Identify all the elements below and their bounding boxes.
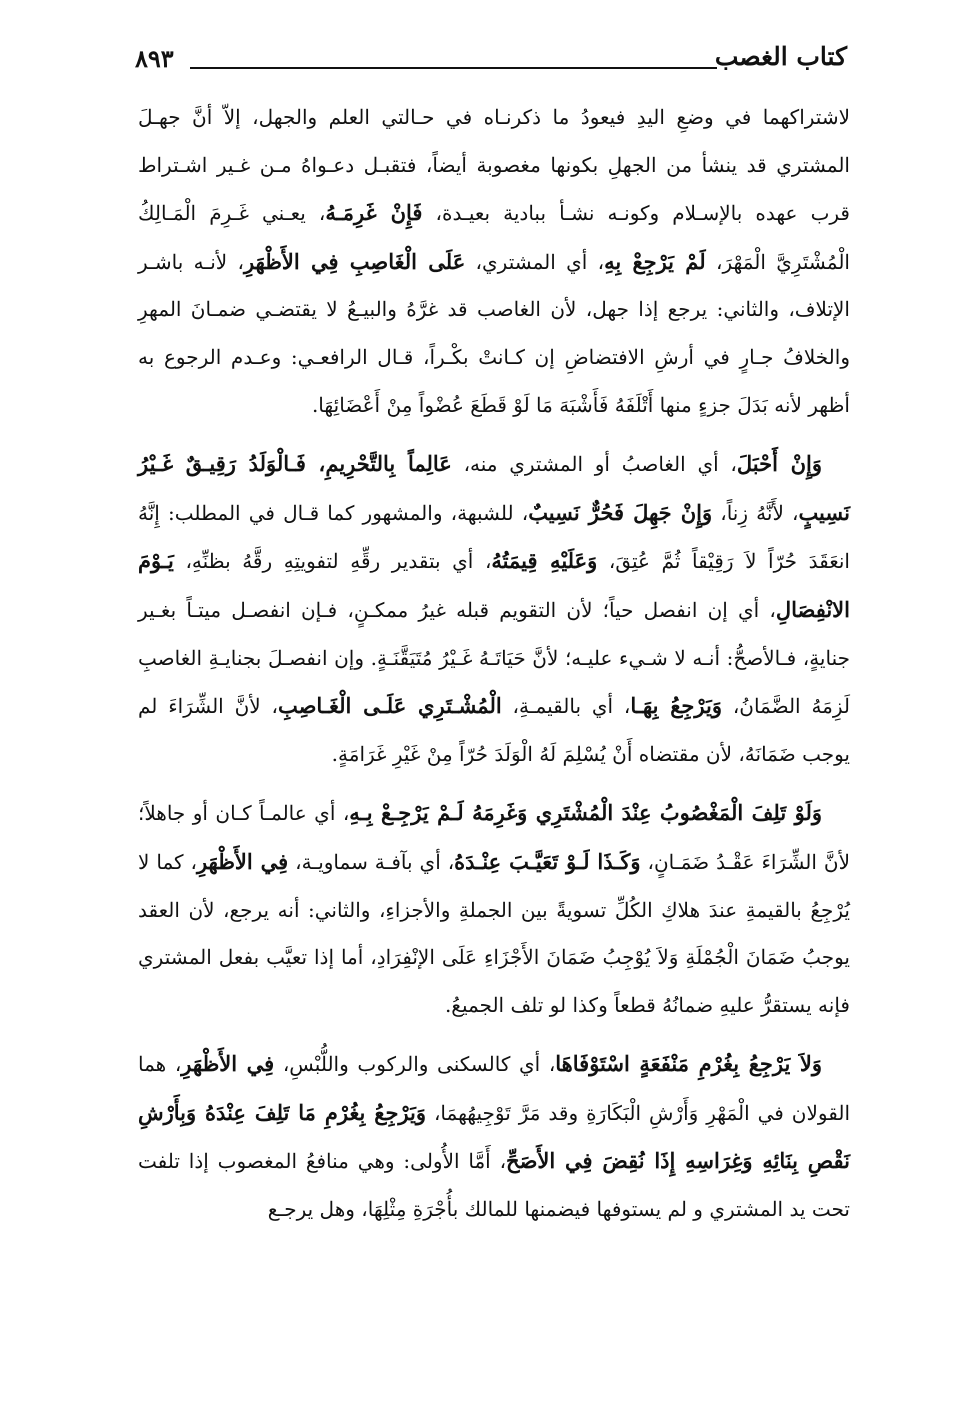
sharh-text: ، أي إن انفصل حياً؛ لأن التقويم قبله غيرُ ممكـنٍ، فـإن انفصـل ميتـاً بغـير جنايةٍ، فـالأصحُّ: أنـه لا شـيء عليـه؛ لأنَّ حَيَاتَـهُ غَـيْرُ مُتَيَقَّنَـةٍ. وإن انفصـلَ بجنايـةِ الغاصبِ لَزِمَهُ الضَّمَانُ،: [138, 597, 851, 719]
matn-text: وَيَرْجِعُ بِهَـا: [630, 693, 722, 719]
paragraph: [138, 1040, 850, 1233]
sharh-text: ، أي بتقدير رقِّهِ لتفويتِهِ رقَّهُ بظنِّهِ،: [173, 549, 492, 574]
matn-text: فِي الأَظْهَرِ: [181, 1051, 275, 1077]
matn-text: عَالِماً بِالتَّحْرِيمِ، فَـالْوَلَدُ رَقِيـقٌ غَـيْرُ نَسِيبٍ: [138, 451, 850, 525]
sharh-text: ، أَمَّا الأُولى: وهي منافعُ المغصوب إذا تلفت تحت يد المشتري و لم يستوفها فيضمنها للمالك بأُجْرَةِ مِثْلِهَا، وهل يرجـع: [138, 1149, 850, 1222]
matn-text: لَمْ يَرْجِعْ بِهِ: [604, 248, 706, 274]
sharh-text: ، هما القولان في الْمَهْرِ وَأَرْشِ الْبَكَارَةِ وقد مَرَّ تَوْجِيهُهمَا،: [138, 1052, 850, 1125]
sharh-text: ، أي بالقيمـةِ،: [501, 694, 631, 719]
matn-text: الْمُشْـتَرِي عَلَـى الْغَـاصِبِ: [277, 693, 502, 719]
sharh-text: ، يعـني غَـرِمَ الْمَـالِكُ: [138, 201, 326, 226]
sharh-text: ، لأَنَّهُ زِناً،: [712, 500, 799, 525]
sharh-text: ، أي المشتري،: [465, 249, 605, 274]
sharh-text: ، أي عالمـاً كـان أو جاهلاً؛ لأنَّ الشِّرَاءَ عَقْـدُ ضَمَـانٍ،: [138, 801, 850, 874]
matn-text: وَإِنْ أَحْبَلَ: [736, 451, 823, 477]
main-text: [138, 94, 850, 1245]
matn-text: يَـوْمَ الانْفِصَالِ: [138, 548, 850, 622]
matn-text: وَلاَ يَرْجِعُ بِغُرْمِ مَنْفَعَةٍ اسْتَوْفَاهَا: [555, 1051, 823, 1077]
sharh-text: الْمُشْتَرِيَّ الْمَهْرَ: [722, 249, 850, 274]
sharh-text: ، لأنَّ الشِّرَاءَ لم يوجب ضَمَانَهُ، لأن مقتضاه أَنْ يُسْلِمَ لَهُ الْوَلَدَ حُرّاً مِنْ غَيْرِ غَرَامَةٍ.: [138, 694, 850, 766]
paragraph: [138, 440, 850, 778]
sharh-text: ، للشبهة، والمشهور كما قـال في المطلب: إِنَّهُ انعَقَدَ حُرّاً لاَ رَقِيْقاً ثُمَّ عُتِقَ،: [138, 500, 850, 574]
matn-text: وَعَلَيْهِ قِيمَتُهُ: [491, 548, 598, 574]
page-header: [135, 38, 847, 78]
matn-text: عَلَى الْغَاصِبِ فِي الأَظْهَرِ: [243, 248, 466, 274]
sharh-text: لاشتراكهما في وضعِ اليدِ فيعودُ ما ذكرنـاه في حـالتي العلم والجهل، إلاّ أنَّ جهـلَ المشتري قد ينشأ من الجهلِ بكونها مغصوبة أيضاً، فتقبـل دعـواهُ مـن غـير اشـتراط قرب عهده بالإسـلام وكونـه نشـأ ببادية بعيـدة،: [138, 105, 850, 226]
page-number: ٨٩٣: [135, 44, 174, 73]
sharh-text: ، أي الغاصبُ أو المشتري منه،: [451, 452, 737, 477]
sharh-text: ، لأنـه باشـر الإتلاف، والثاني: يرجع إذا جهل، لأن الغاصب قد غرَّهُ والبيـعُ لا يقتضـي ضمـانَ المهرِ والخلافُ جـارٍ في أرشِ الافتضاضِ إن كـانتْ بكْـراً، قـال الرافعـي: وعـدم الرجوع به أظهر لأنه بَدَلَ جزءٍ منها أَتْلَفَهُ فَأَشْبَهَ مَا لَوْ قَطَعَ عُضْواً مِنْ أَعْضَائِهَا.: [138, 249, 850, 417]
sharh-text: ، أي بآفـة سماويـة،: [288, 849, 455, 874]
sharh-text: ، كما لا يُرْجِعُ بالقيمةِ عندَ هلاكِ الكُلِّ تسويةً بين الجملةِ والأجزاءِ، والثاني: أنه يرجع، لأن العقد يوجبُ ضَمَانَ الْجُمْلَةِ وَلاَ يُوْجِبُ ضَمَانَ الأَجْزَاءِ عَلَى الإنْفِرَادِ، أما إذا تعيَّب بفعل المشتري فإنه يستقرُّ عليهِ ضمانُهُ قطعاً وكذا لو تلف الجميعُ.: [138, 849, 850, 1017]
sharh-text: ،: [705, 249, 723, 274]
header-rule: [190, 67, 717, 69]
matn-text: وَكَـذَا لَـوْ تَعَيَّـبَ عِنْـدَهُ: [454, 848, 641, 874]
sharh-text: ، أي كالسكنى والركوب واللُّبْسِ،: [274, 1052, 556, 1077]
matn-text: وَلَوْ تَلِفَ الْمَغْصُوبُ عِنْدَ الْمُشْتَرِي وَغَرِمَهُ لَـمْ يَرْجِـعْ بِـهِ: [349, 800, 822, 826]
matn-text: فِي الأَظْهَرِ: [196, 848, 289, 874]
paragraph: [138, 94, 850, 429]
matn-text: فَإِنْ غَرِمَـهُ: [325, 200, 423, 226]
matn-text: وَإِنْ جَهِلَ فَحُرٌّ نَسِيبٌ: [528, 499, 713, 525]
matn-text: وَيَرْجِعُ بِغُرْمِ مَا تَلِفَ عِنْدَهُ وَبِأَرْشِ نَقْصِ بِنَائِهِ وَغِرَاسِهِ إِذَا نُقِضَ فِي الأَصَحِّ: [138, 1099, 850, 1174]
chapter-title: كتاب الغصب: [714, 42, 847, 71]
paragraph: [138, 789, 850, 1029]
